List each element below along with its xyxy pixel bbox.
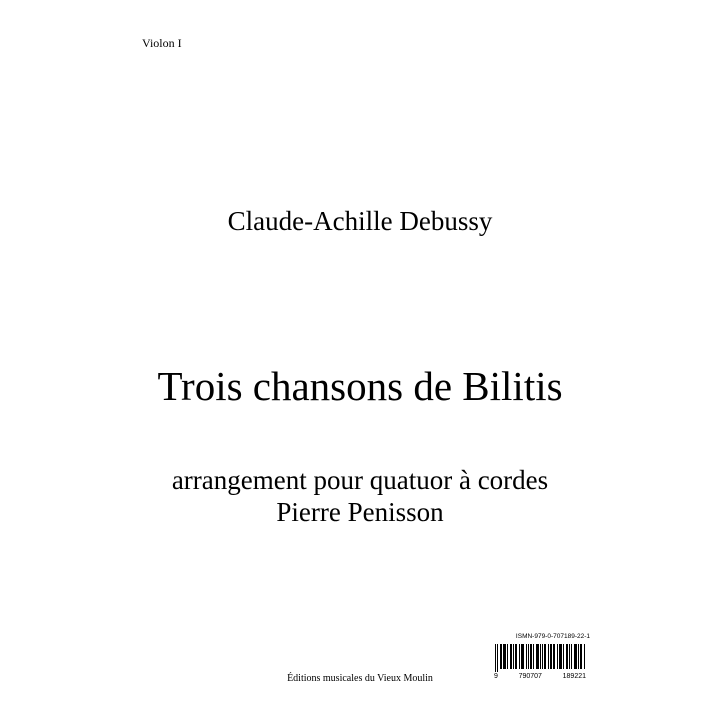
barcode-digit-left: 790707 [518, 673, 542, 680]
arranger-name: Pierre Penisson [276, 497, 444, 527]
ismn-number: ISMN-979-0-707189-22-1 [515, 633, 590, 640]
part-label: Violon I [142, 36, 182, 50]
composer-name: Claude-Achille Debussy [227, 206, 493, 236]
publisher-name: Éditions musicales du Vieux Moulin [287, 673, 433, 684]
arrangement-subtitle: arrangement pour quatuor à cordes [171, 465, 549, 495]
barcode-digit-lead: 9 [494, 673, 498, 680]
work-title: Trois chansons de Bilitis [157, 363, 563, 409]
barcode-digit-right: 189221 [562, 673, 586, 680]
barcode-image [494, 644, 586, 672]
